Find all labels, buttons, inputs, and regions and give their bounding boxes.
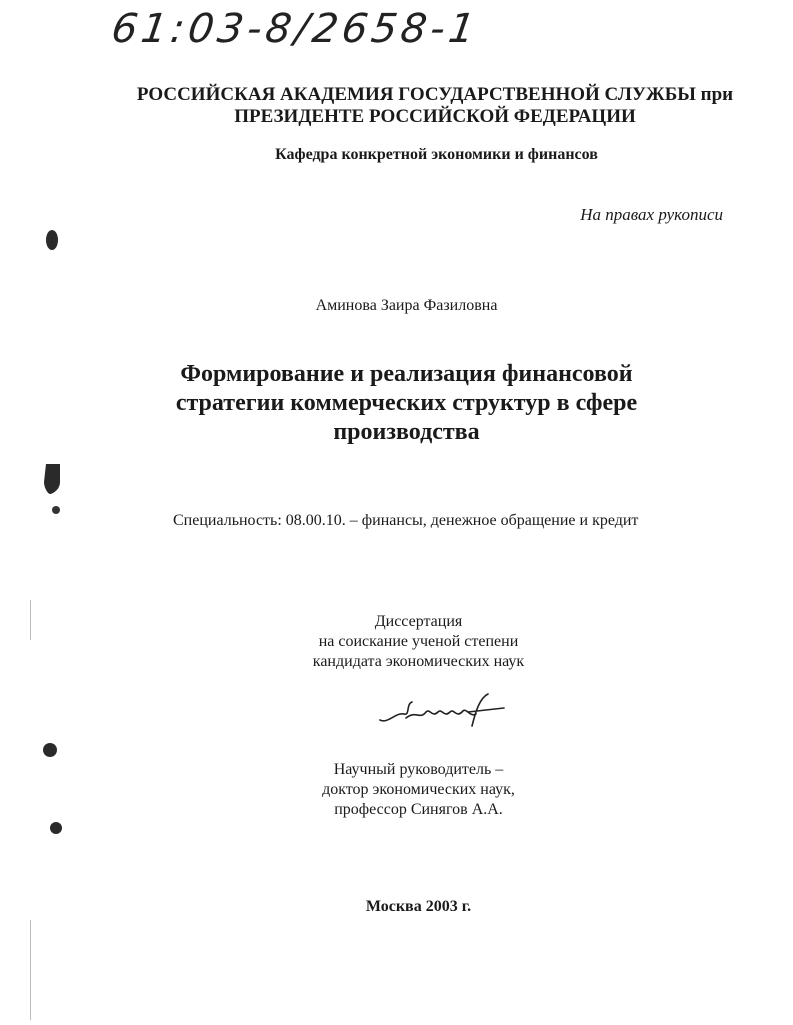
degree-line-3: кандидата экономических наук xyxy=(312,653,525,670)
dissertation-degree xyxy=(22,612,793,672)
department-name: Кафедра конкретной экономики и финансов xyxy=(275,146,598,163)
scan-edge-line xyxy=(30,600,31,640)
punch-hole-mark xyxy=(38,738,68,762)
scientific-supervisor xyxy=(22,760,793,820)
punch-hole-mark xyxy=(38,816,68,840)
supervisor-line-1: Научный руководитель – xyxy=(333,761,504,778)
institution-name xyxy=(0,84,793,128)
title-line-3: производства xyxy=(333,419,480,445)
specialty-line: Специальность: 08.00.10. – финансы, денежное обращение и кредит xyxy=(173,512,639,529)
punch-hole-mark xyxy=(38,460,68,520)
institution-line-1: РОССИЙСКАЯ АКАДЕМИЯ ГОСУДАРСТВЕННОЙ СЛУЖБЫ при xyxy=(136,84,734,105)
dissertation-title xyxy=(10,360,793,447)
supervisor-line-2: доктор экономических наук, xyxy=(322,781,515,798)
scan-edge-line xyxy=(30,920,31,1020)
archive-code: 61:03-8/2658-1 xyxy=(108,6,482,52)
punch-hole-mark xyxy=(38,226,68,260)
author-signature xyxy=(376,690,506,730)
institution-line-2: ПРЕЗИДЕНТЕ РОССИЙСКОЙ ФЕДЕРАЦИИ xyxy=(234,106,636,127)
city-year: Москва 2003 г. xyxy=(365,898,472,915)
degree-line-2: на соискание ученой степени xyxy=(318,633,519,650)
title-line-2: стратегии коммерческих структур в сфере xyxy=(175,390,638,416)
author-name: Аминова Заира Фазиловна xyxy=(315,297,498,314)
supervisor-line-3: профессор Синягов А.А. xyxy=(334,801,503,818)
rights-note: На правах рукописи xyxy=(580,205,723,224)
degree-line-1: Диссертация xyxy=(374,613,463,630)
title-line-1: Формирование и реализация финансовой xyxy=(180,361,633,387)
